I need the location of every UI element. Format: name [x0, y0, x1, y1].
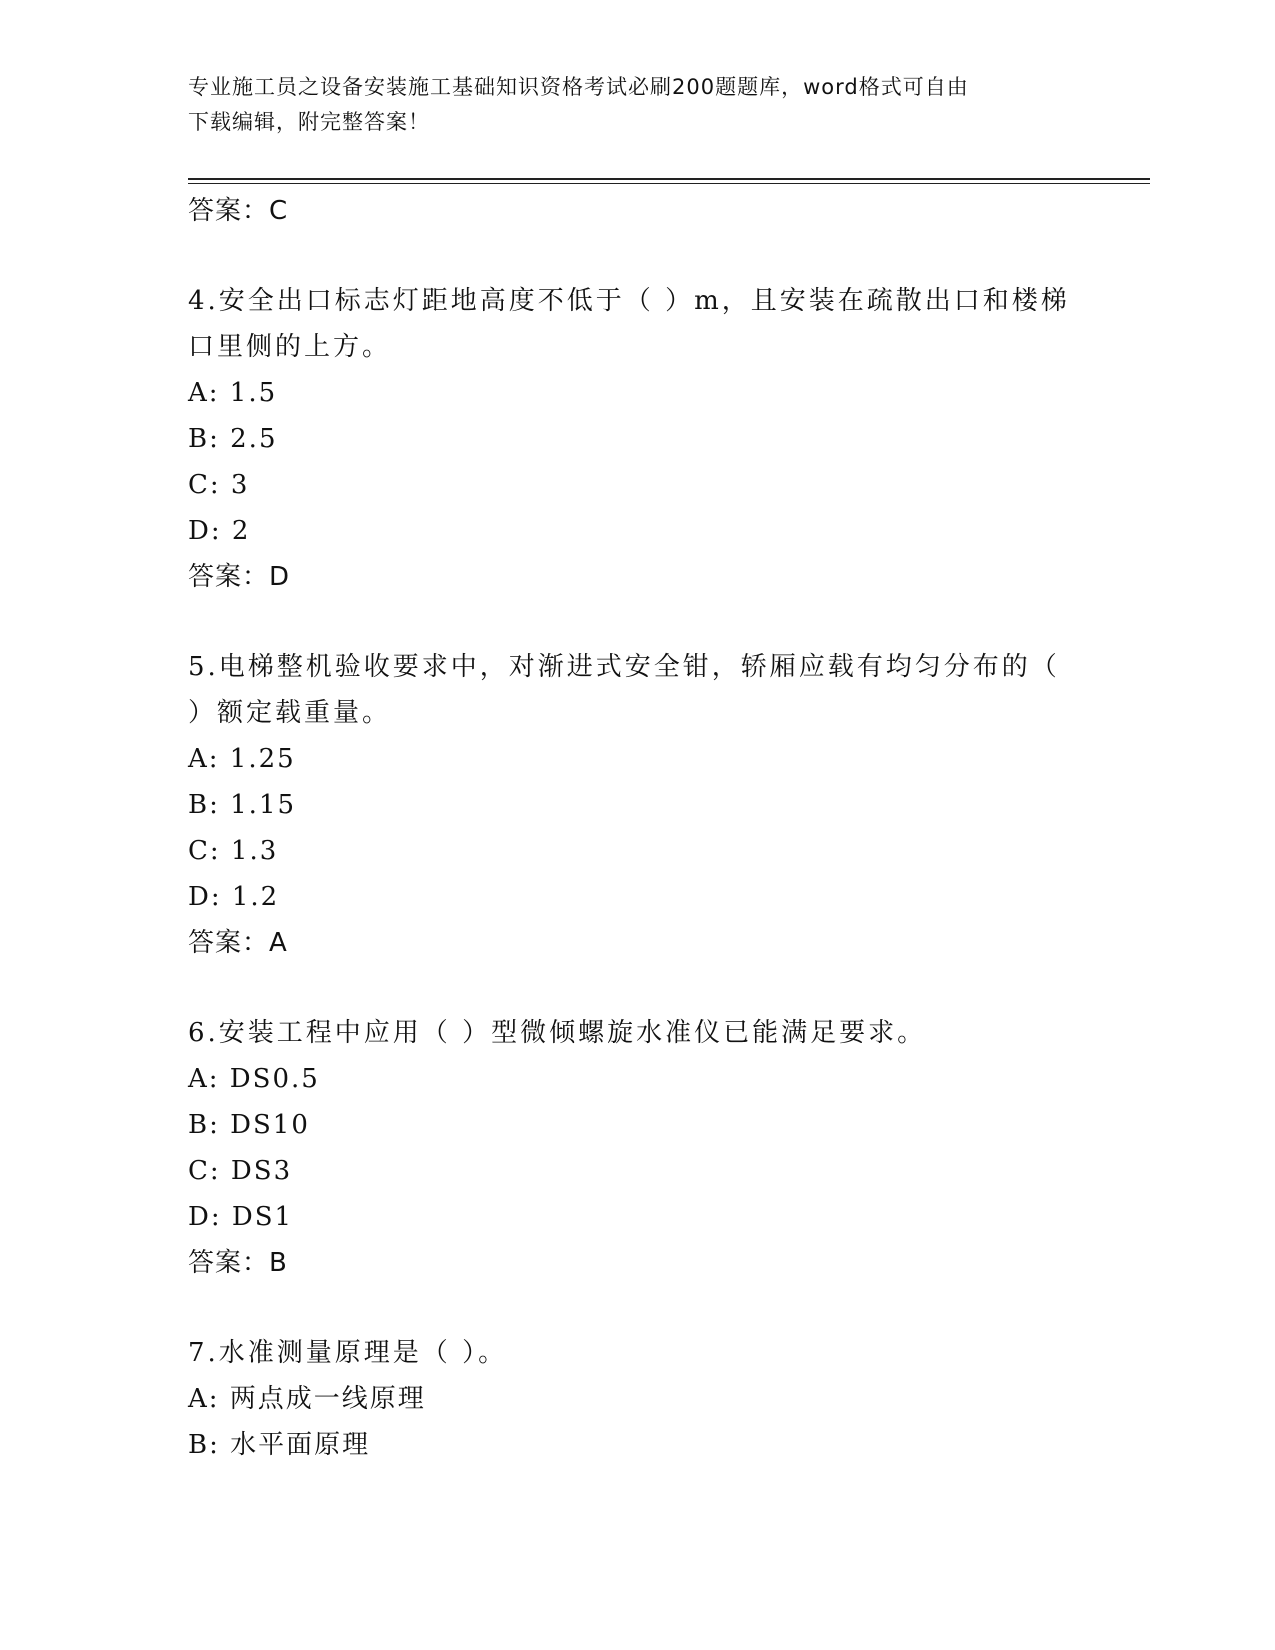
- option-c: C: DS3: [188, 1156, 293, 1186]
- option-a: A: DS0.5: [188, 1064, 320, 1094]
- question-7: [188, 1330, 1088, 1468]
- stem-line-1: 6.安装工程中应用（ ）型微倾螺旋水准仪已能满足要求。: [188, 1018, 927, 1048]
- question-stem: [188, 278, 1088, 370]
- previous-answer: 答案：C: [188, 196, 289, 226]
- question-4: [188, 278, 1088, 600]
- option-b: B: DS10: [188, 1110, 310, 1140]
- header-divider: [188, 178, 1150, 180]
- question-list: [188, 188, 1088, 1468]
- question-answer: 答案：D: [188, 562, 291, 592]
- question-answer: 答案：A: [188, 928, 288, 958]
- option-b: B: 2.5: [188, 424, 278, 454]
- option-c: C: 3: [188, 470, 250, 500]
- question-stem: [188, 1330, 1088, 1376]
- question-5: [188, 644, 1088, 966]
- option-a: A: 两点成一线原理: [188, 1384, 426, 1414]
- stem-line-1: 4.安全出口标志灯距地高度不低于（ ）m，且安装在疏散出口和楼梯: [188, 286, 1070, 316]
- stem-line-2: 口里侧的上方。: [188, 332, 392, 362]
- option-d: D: DS1: [188, 1202, 294, 1232]
- question-stem: [188, 644, 1088, 736]
- question-stem: [188, 1010, 1088, 1056]
- stem-line-1: 5.电梯整机验收要求中，对渐进式安全钳，轿厢应载有均匀分布的（: [188, 652, 1060, 682]
- option-a: A: 1.5: [188, 378, 278, 408]
- option-d: D: 2: [188, 516, 251, 546]
- question-answer: 答案：B: [188, 1248, 288, 1278]
- header-divider-thin: [188, 183, 1150, 184]
- header-line-1: 专业施工员之设备安装施工基础知识资格考试必刷200题题库，word格式可自由: [188, 75, 969, 99]
- document-header: [188, 70, 1088, 140]
- option-c: C: 1.3: [188, 836, 279, 866]
- stem-line-2: ）额定载重量。: [188, 698, 392, 728]
- option-d: D: 1.2: [188, 882, 280, 912]
- stem-line-1: 7.水准测量原理是（ ）。: [188, 1338, 508, 1368]
- option-b: B: 1.15: [188, 790, 297, 820]
- header-line-2: 下载编辑，附完整答案！: [188, 110, 430, 134]
- option-b: B: 水平面原理: [188, 1430, 371, 1460]
- option-a: A: 1.25: [188, 744, 296, 774]
- question-6: [188, 1010, 1088, 1286]
